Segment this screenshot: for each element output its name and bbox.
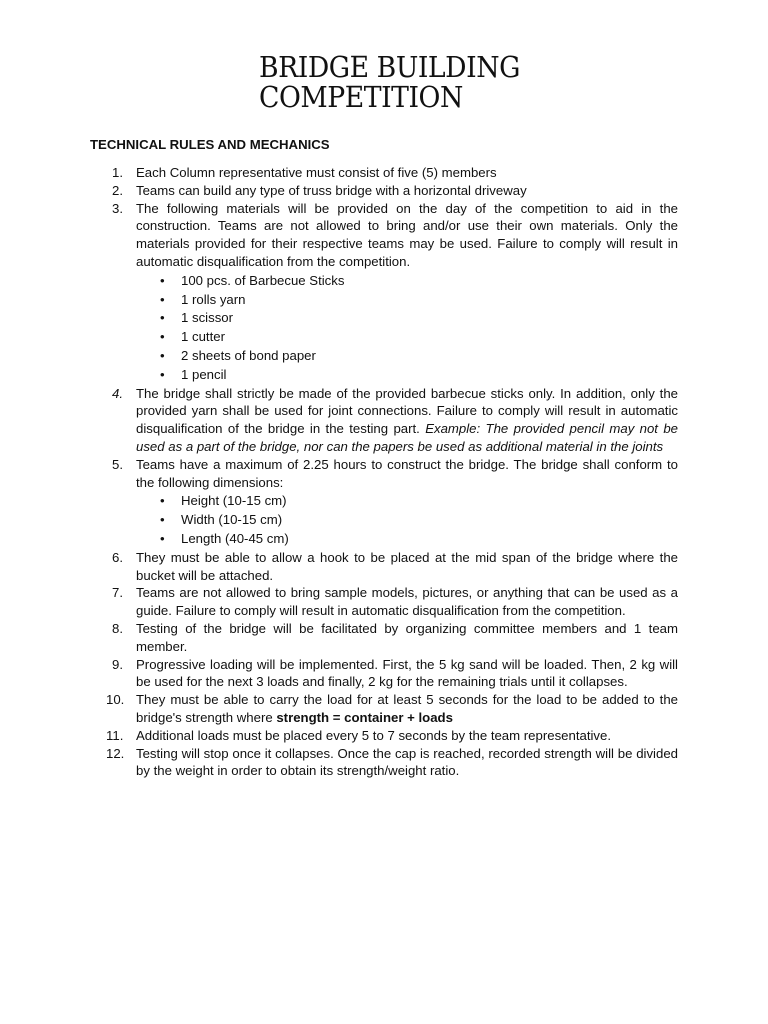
bullet-icon: • — [160, 291, 165, 307]
rule-item — [112, 549, 678, 585]
rule-number: 9. — [112, 656, 123, 672]
bullet-text: 2 sheets of bond paper — [181, 347, 316, 363]
competition-title — [259, 52, 520, 112]
section-heading: TECHNICAL RULES AND MECHANICS — [90, 137, 330, 152]
rule-item — [106, 727, 678, 745]
rule-text: Progressive loading will be implemented. First, the 5 kg sand will be loaded. Then, 2 kg will be used for the next 3 loads and finally, 2 kg for the remaining trials until it collapses. — [136, 656, 678, 690]
rule-text: Testing of the bridge will be facilitated by organizing committee members and 1 team member. — [136, 620, 678, 654]
bullet-icon: • — [160, 329, 165, 345]
bullet-icon: • — [160, 272, 165, 288]
rule-text: Teams have a maximum of 2.25 hours to construct the bridge. The bridge shall conform to the following dimensions: — [136, 456, 678, 490]
rule-number: 12. — [106, 745, 125, 761]
rule-formula-text: strength = container + loads — [276, 709, 453, 725]
rule-example-text: Example: The provided pencil may not be used as a part of the bridge, nor can the papers be used as additional material in the joints — [136, 421, 678, 454]
bullet-text: Height (10-15 cm) — [181, 493, 287, 509]
rule-number: 4. — [112, 385, 123, 401]
rule-text: They must be able to carry the load for at least 5 seconds for the load to be added to the bridge's strength where — [136, 692, 678, 725]
bullet-item — [136, 272, 678, 291]
rule-number: 5. — [112, 456, 123, 472]
rule-text: Teams can build any type of truss bridge with a horizontal driveway — [136, 182, 527, 198]
rule-text: They must be able to allow a hook to be placed at the mid span of the bridge where the bucket will be attached. — [136, 549, 678, 583]
rule-number: 2. — [112, 182, 123, 198]
bullet-icon: • — [160, 366, 165, 382]
rule-text: Teams are not allowed to bring sample models, pictures, or anything that can be used as a guide. Failure to comply will result in automatic disqualification from the competition. — [136, 585, 678, 619]
rule-item — [112, 584, 678, 620]
rule-number: 11. — [106, 727, 124, 743]
rule-text: Additional loads must be placed every 5 to 7 seconds by the team representative. — [136, 727, 612, 743]
title-line-1: BRIDGE BUILDING — [259, 50, 520, 84]
rule-number: 8. — [112, 620, 123, 636]
bullet-icon: • — [160, 512, 165, 528]
bullet-text: Width (10-15 cm) — [181, 512, 283, 528]
rule-item — [112, 200, 678, 385]
title-line-2: COMPETITION — [259, 80, 463, 114]
rule-item — [112, 385, 678, 456]
bullet-item — [136, 492, 678, 511]
rule-number: 3. — [112, 200, 123, 216]
rule-item — [112, 182, 678, 200]
bullet-icon: • — [160, 493, 165, 509]
rule-number: 6. — [112, 549, 123, 565]
bullet-text: 1 scissor — [181, 310, 234, 326]
bullet-icon: • — [160, 310, 165, 326]
bullet-text: 1 cutter — [181, 329, 225, 345]
bullet-item — [136, 347, 678, 366]
bullet-text: Length (40-45 cm) — [181, 530, 289, 546]
bullet-item — [136, 328, 678, 347]
rule-item — [112, 656, 678, 692]
rule-number: 1. — [112, 165, 123, 180]
bullet-item — [136, 309, 678, 328]
rule-item — [106, 691, 678, 727]
rule-item — [106, 745, 678, 781]
bullet-icon: • — [160, 530, 165, 546]
rule-number: 7. — [112, 585, 123, 601]
rule-text: The bridge shall strictly be made of the provided barbecue sticks only. In addition, only the provided yarn shall be used for joint connections. Failure to comply will result in automatic disqualification of the bridge in the testing part. — [136, 385, 678, 437]
bullet-icon: • — [160, 347, 165, 363]
rule-number: 10. — [106, 692, 125, 708]
bullet-item — [136, 366, 678, 385]
rules-list — [106, 164, 678, 780]
bullet-text: 1 pencil — [181, 366, 227, 382]
rule-item — [112, 456, 678, 549]
bullet-text: 100 pcs. of Barbecue Sticks — [181, 272, 345, 288]
bullet-text: 1 rolls yarn — [181, 291, 246, 307]
rule-item — [112, 620, 678, 656]
rule-item — [112, 164, 678, 182]
rule-text: Testing will stop once it collapses. Once the cap is reached, recorded strength will be divided by the weight in order to obtain its strength/weight ratio. — [136, 745, 678, 779]
bullet-list — [136, 492, 678, 548]
rule-text: The following materials will be provided on the day of the competition to aid in the construction. Teams are not allowed to bring and/or use their own materials. Only the materials provided for their respective teams may be used. Failure to comply will result in automatic disqualification from the competition. — [136, 200, 678, 269]
bullet-item — [136, 511, 678, 530]
rule-text: Each Column representative must consist of five (5) members — [136, 165, 497, 180]
bullet-item — [136, 530, 678, 549]
bullet-item — [136, 291, 678, 310]
bullet-list — [136, 272, 678, 385]
